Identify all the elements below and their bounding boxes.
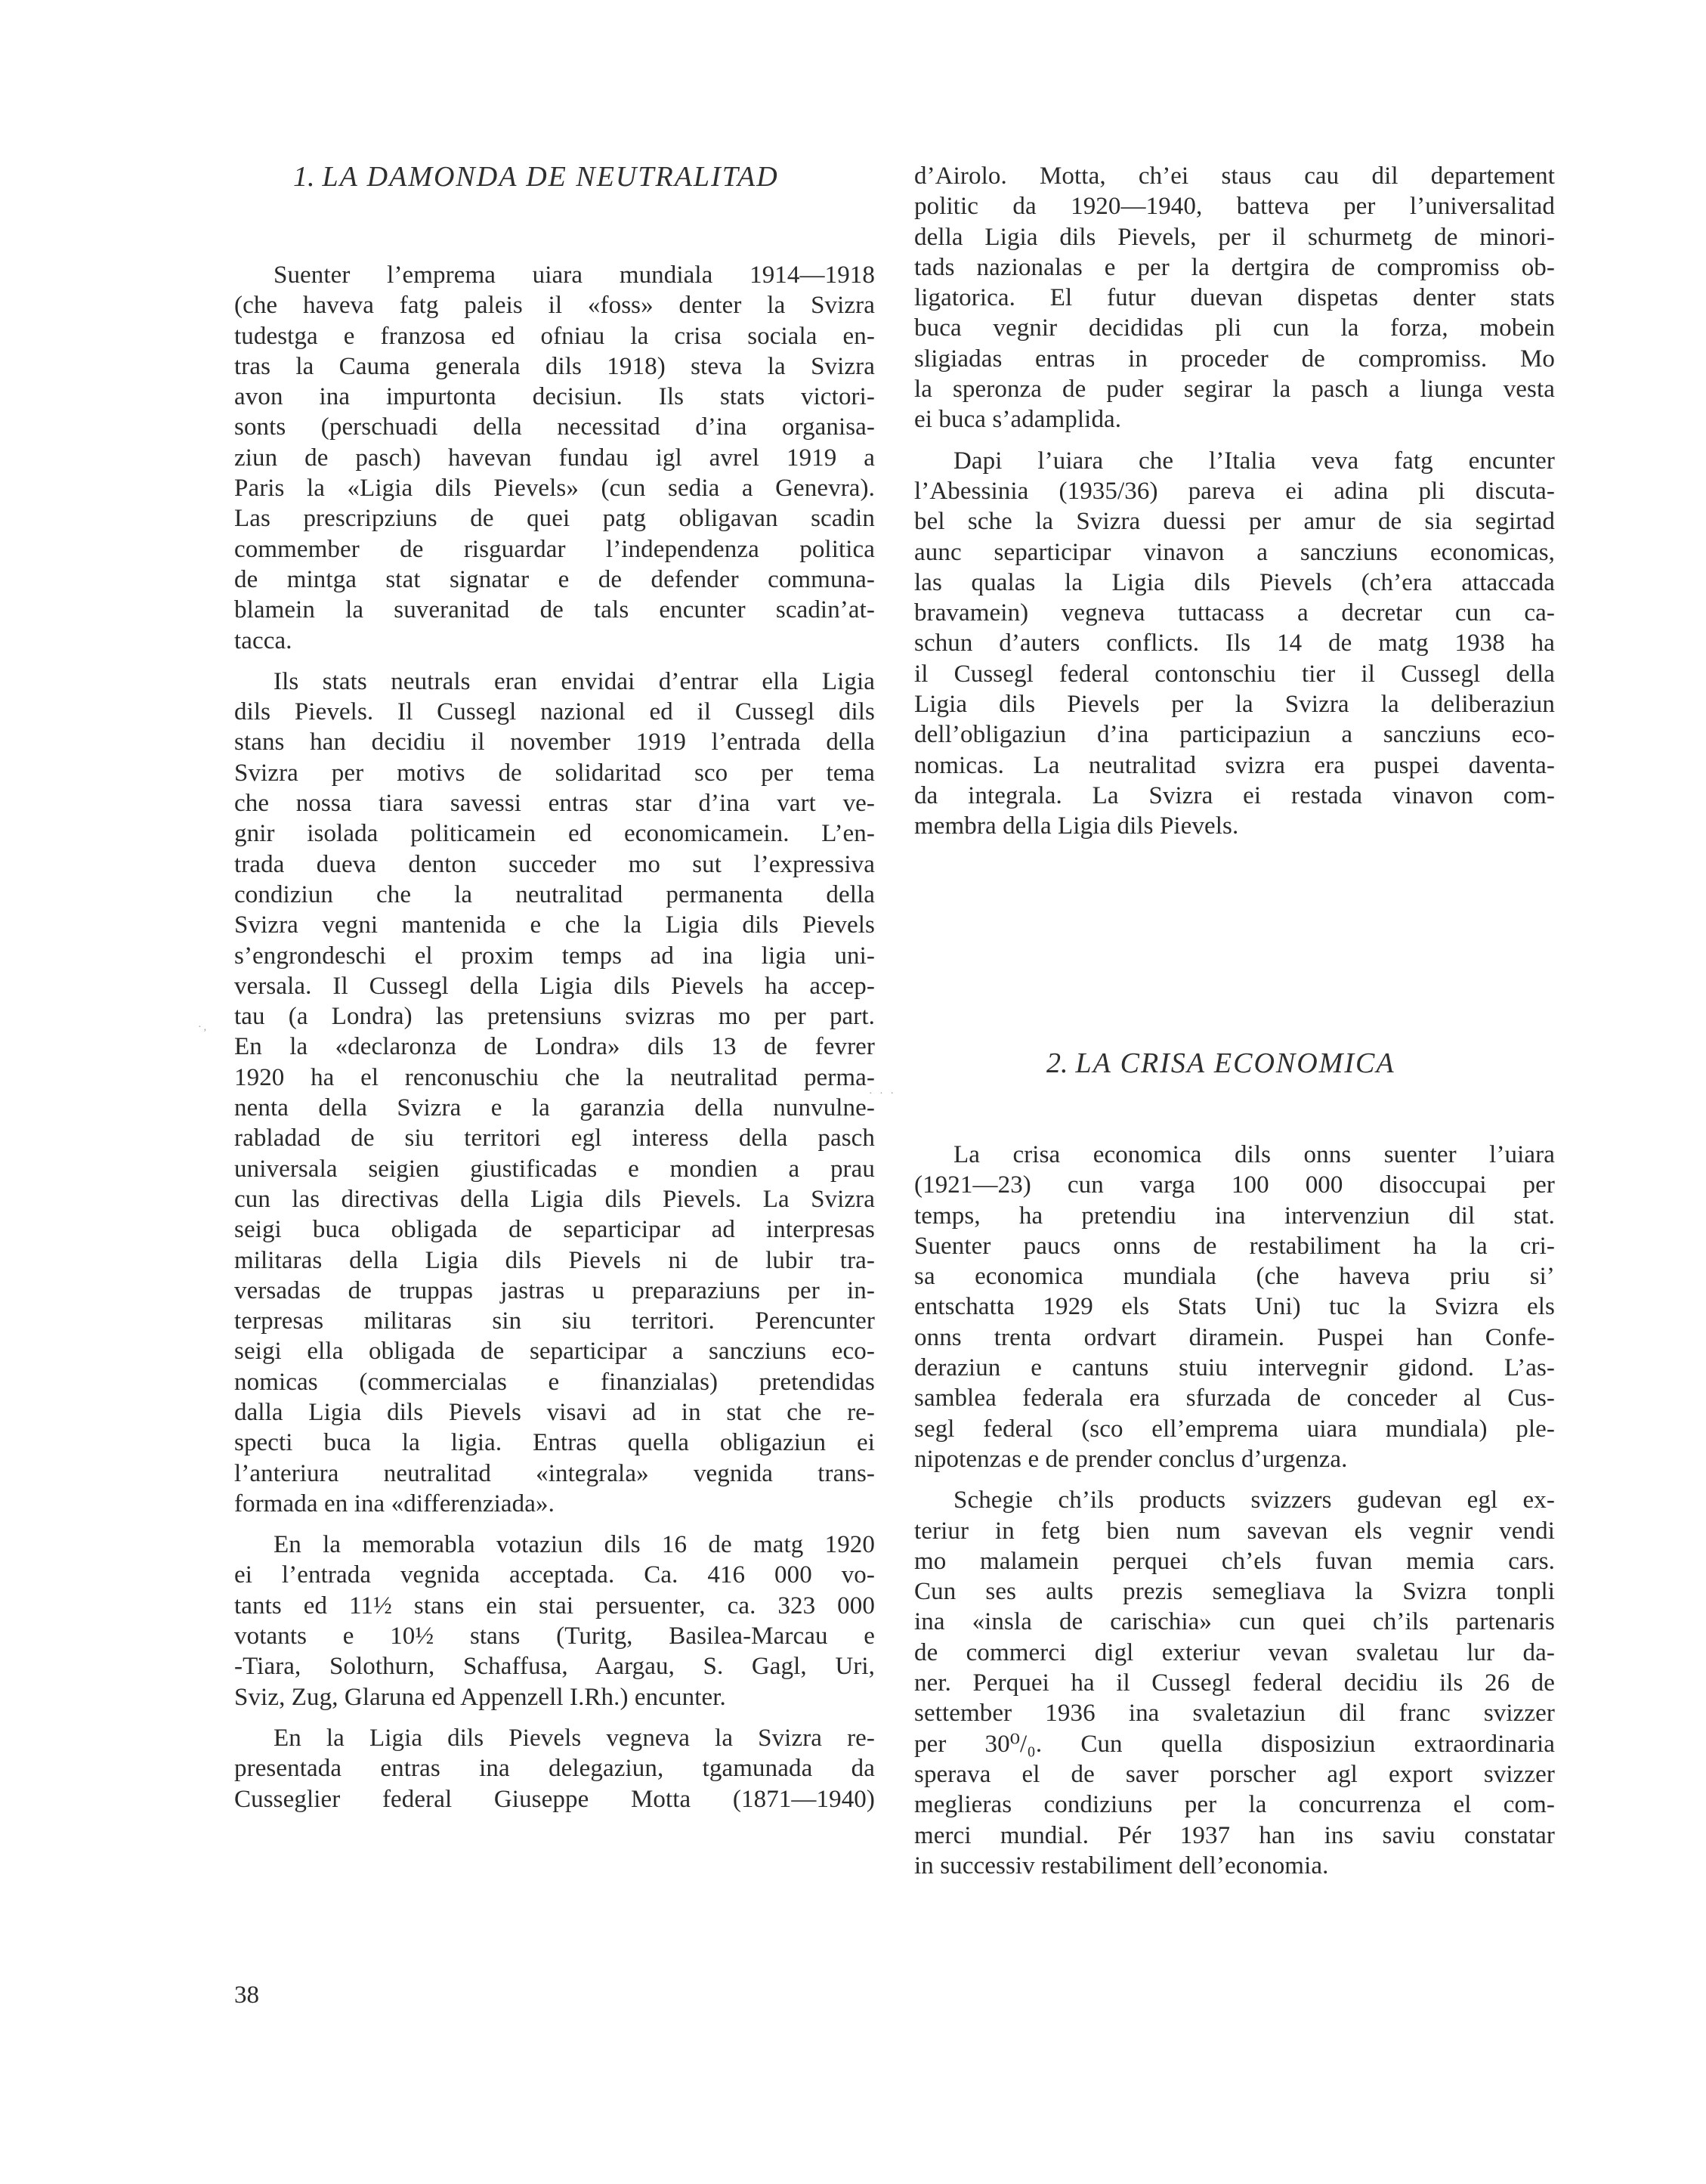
text-line: in successiv restabiliment dell’economia. [914,1851,1329,1879]
section-title: LA CRISA ECONOMICA [1075,1047,1395,1079]
text-line: tau (a Londra) las pretensiuns svizras mo per part. [234,1003,875,1031]
text-line: dell’obligaziun d’ina participaziun a sancziuns eco- [914,721,1555,749]
text-line: blamein la suveranitad de tals encunter scadin’at- [234,596,875,624]
text-line: ei buca s’adamplida. [914,406,1122,434]
section-heading-2 [1046,1047,1395,1080]
text-line: sonts (perschuadi della necessitad d’ina organisa- [234,413,875,441]
left-column [234,260,875,1825]
scan-artifact: · · · [869,1088,896,1100]
text-line: schun d’auters conflicts. Ils 14 de matg 1938 ha [914,630,1555,657]
text-line: dalla Ligia dils Pievels visavi ad in stat che re- [234,1398,875,1426]
text-line: Svizra per motivs de solidaritad sco per tema [234,759,875,787]
text-line: dils Pievels. Il Cussegl nazional ed il Cussegl dils [234,698,875,726]
paragraph [914,161,1555,435]
text-line: Ligia dils Pievels per la Svizra la deliberaziun [914,691,1555,719]
text-line: La crisa economica dils onns suenter l’uiara [953,1141,1555,1168]
text-line: -Tiara, Solothurn, Schaffusa, Aargau, S. Gagl, Uri, [234,1653,875,1681]
text-line: meglieras condiziuns per la concurrenza el com- [914,1791,1555,1819]
text-line: bel sche la Svizra duessi per amur de sia segirtad [914,508,1555,536]
text-line: Suenter paucs onns de restabiliment ha la cri- [914,1232,1555,1260]
text-line: de commerci digl exteriur vevan svaletau lur da- [914,1638,1555,1666]
text-line: ei l’entrada vegnida acceptada. Ca. 416 000 vo- [234,1561,875,1589]
text-line: ziun de pasch) havevan fundau igl avrel 1919 a [234,444,875,472]
scan-artifact: ·, [198,1022,209,1033]
text-line: nipotenzas e de prender conclus d’urgenza. [914,1445,1348,1473]
text-line: ina «insla de carischia» cun quei ch’ils partenaris [914,1608,1555,1636]
text-line: Sviz, Zug, Glaruna ed Appenzell I.Rh.) encunter. [234,1683,726,1711]
text-line: tacca. [234,626,292,654]
text-line: d’Airolo. Motta, ch’ei staus cau dil departement [914,162,1555,190]
text-line: presentada entras ina delegaziun, tgamunada da [234,1755,875,1783]
text-line: per 30⁰/₀. Cun quella disposiziun extraordinaria [914,1730,1555,1758]
text-line: entschatta 1929 els Stats Uni) tuc la Svizra els [914,1293,1555,1321]
text-line: (che haveva fatg paleis il «foss» denter la Svizra [234,292,875,320]
text-line: Schegie ch’ils products svizzers gudevan egl ex- [953,1486,1555,1514]
text-line: En la «declaronza de Londra» dils 13 de fevrer [234,1033,875,1061]
text-line: seigi buca obligada de separticipar ad interpresas [234,1216,875,1244]
text-line: Dapi l’uiara che l’Italia veva fatg encunter [953,447,1555,475]
text-line: che nossa tiara savessi entras star d’ina vart ve- [234,790,875,818]
section-number: 1. [293,161,315,193]
text-line: da integrala. La Svizra ei restada vinavon com- [914,781,1555,809]
text-line: cun las directivas della Ligia dils Pievels. La Svizra [234,1185,875,1213]
text-line: Cusseglier federal Giuseppe Motta (1871—1940) [234,1785,875,1813]
text-line: della Ligia dils Pievels, per il schurmetg de minori- [914,223,1555,251]
text-line: l’Abessinia (1935/36) pareva ei adina pli discuta- [914,477,1555,505]
paragraph [234,1723,875,1814]
page-number: 38 [234,1981,259,2009]
text-line: nomicas (commercialas e finanzialas) pretendidas [234,1368,875,1396]
text-line: gnir isolada politicamein ed economicamein. L’en- [234,820,875,848]
text-line: Ils stats neutrals eran envidai d’entrar ella Ligia [274,667,875,695]
text-line: merci mundial. Pér 1937 han ins saviu constatar [914,1821,1555,1849]
paragraph [914,1140,1555,1474]
text-line: bravamein) vegneva tuttacass a decretar cun ca- [914,599,1555,627]
text-line: ligatorica. El futur duevan dispetas denter stats [914,284,1555,312]
text-line: trada dueva denton succeder mo sut l’expressiva [234,850,875,878]
paragraph [234,667,875,1519]
text-line: l’anteriura neutralitad «integrala» vegnida trans- [234,1459,875,1487]
text-line: versadas de truppas jastras u preparaziuns per in- [234,1276,875,1304]
text-line: buca vegnir decididas pli cun la forza, mobein [914,314,1555,342]
text-line: En la Ligia dils Pievels vegneva la Svizra re- [274,1724,875,1752]
text-line: rabladad de siu territori egl interess della pasch [234,1124,875,1152]
text-line: aunc separticipar vinavon a sancziuns economicas, [914,538,1555,566]
paragraph [914,1485,1555,1881]
text-line: En la memorabla votaziun dils 16 de matg 1920 [274,1531,875,1559]
text-line: tads nazionalas e per la dertgira de compromiss ob- [914,253,1555,281]
text-line: membra della Ligia dils Pievels. [914,812,1239,840]
text-line: las qualas la Ligia dils Pievels (ch’era attaccada [914,568,1555,596]
text-line: segl federal (sco ell’emprema uiara mundiala) ple- [914,1415,1555,1443]
text-line: 1920 ha el renconuschiu che la neutralitad perma- [234,1063,875,1091]
section-title: LA DAMONDA DE NEUTRALITAD [322,161,779,193]
text-line: specti buca la ligia. Entras quella obligaziun ei [234,1429,875,1457]
text-line: condiziun che la neutralitad permanenta della [234,880,875,908]
right-column-section-2 [914,1140,1555,1892]
text-line: la speronza de puder segirar la pasch a liunga vesta [914,376,1555,404]
text-line: tras la Cauma generala dils 1918) steva la Svizra [234,352,875,380]
section-number: 2. [1046,1047,1068,1079]
text-line: militaras della Ligia dils Pievels ni de lubir tra- [234,1246,875,1274]
text-line: versala. Il Cussegl della Ligia dils Pievels ha accep- [234,972,875,1000]
paragraph [234,1530,875,1712]
text-line: Cun ses aults prezis semegliava la Svizra tonpli [914,1578,1555,1606]
section-heading-1 [293,160,779,193]
text-line: deraziun e cantuns stuiu intervegnir gidond. L’as- [914,1354,1555,1382]
text-line: seigi ella obligada de separticipar a sancziuns eco- [234,1338,875,1366]
text-line: mo malamein perquei ch’els fuvan memia cars. [914,1547,1555,1575]
right-column [914,161,1555,852]
text-line: formada en ina «differenziada». [234,1490,555,1517]
text-line: politic da 1920—1940, batteva per l’universalitad [914,193,1555,221]
text-line: Suenter l’emprema uiara mundiala 1914—1918 [274,261,875,289]
text-line: tudestga e franzosa ed ofniau la crisa sociala en- [234,322,875,350]
text-line: universala seigien giustificadas e mondien a prau [234,1155,875,1183]
text-line: Las prescripziuns de quei patg obligavan scadin [234,505,875,533]
text-line: votants e 10½ stans (Turitg, Basilea-Marcau e [234,1623,875,1650]
text-line: sperava el de saver porscher agl export svizzer [914,1760,1555,1788]
text-line: Paris la «Ligia dils Pievels» (cun sedia a Genevra). [234,475,875,503]
text-line: onns trenta ordvart diramein. Puspei han Confe- [914,1323,1555,1351]
text-line: (1921—23) cun varga 100 000 disoccupai per [914,1171,1555,1199]
text-line: tants ed 11½ stans ein stai persuenter, ca. 323 000 [234,1592,875,1619]
text-line: samblea federala era sfurzada de conceder al Cus- [914,1384,1555,1412]
text-line: settember 1936 ina svaletaziun dil franc svizzer [914,1700,1555,1728]
text-line: teriur in fetg bien num savevan els vegnir vendi [914,1517,1555,1545]
text-line: nenta della Svizra e la garanzia della nunvulne- [234,1094,875,1122]
text-line: sligiadas entras in proceder de compromiss. Mo [914,345,1555,373]
text-line: temps, ha pretendiu ina intervenziun dil stat. [914,1202,1555,1230]
text-line: ner. Perquei ha il Cussegl federal decidiu ils 26 de [914,1669,1555,1697]
text-line: terpresas militaras sin siu territori. Perencunter [234,1307,875,1335]
text-line: il Cussegl federal contonschiu tier il Cussegl della [914,660,1555,688]
paragraph [234,260,875,656]
text-line: nomicas. La neutralitad svizra era puspei daventa- [914,751,1555,779]
text-line: Svizra vegni mantenida e che la Ligia dils Pievels [234,911,875,939]
text-line: de mintga stat signatar e de defender communa- [234,565,875,593]
text-line: sa economica mundiala (che haveva priu si’ [914,1263,1555,1291]
text-line: avon ina impurtonta decisiun. Ils stats victori- [234,383,875,411]
text-line: stans han decidiu il november 1919 l’entrada della [234,729,875,756]
text-line: s’engrondeschi el proxim temps ad ina ligia uni- [234,942,875,970]
paragraph [914,446,1555,842]
text-line: commember de risguardar l’independenza politica [234,535,875,563]
